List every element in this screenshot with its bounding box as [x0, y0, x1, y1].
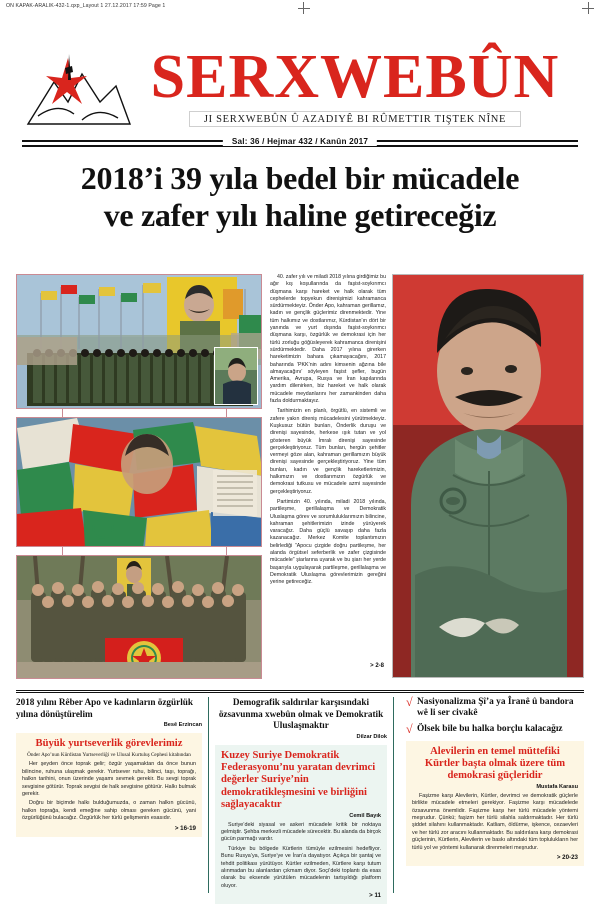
photo-flags-crowd [16, 417, 262, 547]
feature-paragraph: 40. zafer yılı ve miladi 2018 yılına girdiğimiz bu ağır kış koşullarında da faşist-soykırımcı düşmana karşı hareket ve halk olarak tüm cephelerde topyekun direnişimizi kahramanca sürdürmekteyiz. Önder Apo, kahraman gerillamız, kadın ve gençlik güçlerimiz direnmektedir. Yine tüm halkımız ve dostlarımız, Kürdistan’ın dört bir yanında ve yurt dışında faşist-soykırımcı düşmana karşı, özgürlük ve demokrasi için her türlü zorluğu göğüsleyerek kahramanca direnişini sürdürmektedir. Daha 2017 yılına girerken hareketimizin bahara çıkamayacağını, 2017 baharında ‘PKK’nin adını kimsenin ağzına bile almayacağını’ söyleyen faşist şefler, bugün Amerika, Avrupa, Rusya ve İran kapılarında yardım dilenirken, biz hareket ve halk olarak mücadele meydanlarını her zamankinden daha fazla doldurmaktayız. [270, 274, 386, 405]
paper-title: SERXWEBÛN [130, 42, 580, 108]
headline-line-2: ve zafer yılı haline getireceğiz [20, 197, 580, 234]
masthead-tagline: JI SERXWEBÛN Û AZADIYÊ BI RÛMETTIR TIŞTEK NÎNE [189, 111, 521, 127]
divider-line-2 [16, 692, 584, 693]
col3-panel-byline: Mustafa Karasu [412, 784, 578, 790]
feature-paragraph: Partimizin 40. yılında, miladi 2018 yılında, partileşme, gerillalaşma ve Demokratik Uluslaşma görev ve sorumluluklarımızın bilincine, kahraman şehitlerimizin izinde yürüyerek varacağız. Daha güçlü savaşıp daha fazla kazanacağız. Merkez Komite toplantımızın belirlediği “Apocu çizgide doğru partileşme, her alanda örgütsel seferberlik ve zafer çizgisinde mücadele” şiarlarına uyarak ve bu şiarı her yerde başarıyla uygulayarak partileşme, gerillalaşma ve Demokratik Uluslaşma görevlerimizin gereğini yerine getireceğiz. [270, 499, 386, 587]
col1-panel [16, 733, 202, 837]
photo-rally-crowd [16, 274, 262, 409]
col2-jump-reference[interactable]: > 11 [221, 892, 381, 899]
col2-panel-title[interactable]: Kuzey Suriye Demokratik Federasyonu’nu yaratan devrimci değerler Suriye’nin demokratikleşmesini ve birliğini sağlayacaktır [221, 750, 381, 812]
bottom-column-1 [16, 697, 202, 893]
col1-paragraph: Her şeyden önce toprak gelir; özgür yaşamaktan da önce bunun bilincine, ruhuna ulaşmak gerekir. Yurtsever ruhu, bilinci, taşı, toprağı, halkın tarihini, onun üzerinde yaşamı sevmek gerekir. Bu sevgi toprak sevgisine götürür. Toprak sevgisi de halk sevgisine götürür. Halkı bulmak gerekir. [22, 761, 196, 798]
col3-check-item-2[interactable] [406, 724, 584, 735]
col2-panel-byline: Cemil Bayık [221, 813, 381, 819]
col2-panel-body [221, 822, 381, 891]
col2-kicker[interactable]: Demografik saldırılar karşısındaki özsavunma xwebûn olmak ve Demokratik Uluslaşmaktır [215, 697, 387, 732]
col3-panel-title[interactable]: Alevilerin en temel müttefiki Kürtler başta olmak üzere tüm demokrasi güçleridir [412, 746, 578, 783]
divider-line-1 [16, 690, 584, 691]
bottom-column-2 [208, 697, 394, 893]
col2-paragraph: Türkiye bu bölgede Kürtlerin tümüyle ezilmesini hedefliyor. Bunu Rusya’ya, Suriye’ye ve İran’a dayatıyor. Açıkça bir şantaj ve tehdit politikası yürütüyor. Kürtler ezilmeden, Kürtlere karşı tutum alınmadan bu alanlardan çıkmam diyor. Soçi’deki toplantı da esas olarak bu eksende yürütülen mücadelenin tartışıldığı platform oluyor. [221, 846, 381, 890]
headline-line-1: 2018’i 39 yıla bedel bir mücadele [20, 160, 580, 197]
lead-feature [16, 272, 584, 682]
col3-paragraph: Faşizme karşı Alevilerin, Kürtler, devrimci ve demokratik güçlerle birlikte mücadele etmeleri gerekiyor. Faşizme karşı mücadelede özsavunma önemlidir. Faşizme karşı her türlü mücadele yöntemi meşrudur. Çünkü; faşizm her türlü silahla saldırmaktadır. Her türlü şiddet silahını kullanmaktadır. Katliam, öldürme, işkence, cezaevleri ve her türlü zor aracını kullanmaktadır. Bu saldırılara karşı demokrasi güçlerinin, Kürtlerin, Alevilerin ve baskı altındaki tüm toplulukların her türlü yol ve yöntemi kullanarak direnmeleri meşrudur. [412, 793, 578, 852]
collage-connector-lower-right [226, 547, 227, 555]
col3-check-label-1: Nasiyonalizma Şî’a ya Îranê û bandora wê li ser civakê [417, 697, 574, 718]
col1-panel-title[interactable]: Büyük yurtseverlik görevlerimiz [22, 738, 196, 750]
feature-body-text [270, 274, 386, 672]
photo-inset-portrait [214, 347, 258, 405]
check-icon: √ [406, 696, 413, 708]
col3-panel [406, 741, 584, 866]
photo-portrait-main [392, 274, 584, 678]
col3-panel-body [412, 793, 578, 852]
col2-panel [215, 745, 387, 904]
col1-paragraph: Doğru bir biçimde halkı bulduğumuzda, o zaman halkın gücünü, halkın toprağa, kendi emeğine sahip olması gereken gücünü, yani özgürlüğünü bulacağız. Özgürlük her türlü gelişmenin esasıdır. [22, 800, 196, 822]
col3-jump-reference[interactable]: > 20-23 [412, 854, 578, 861]
col2-kicker-byline: Dilzar Dilok [215, 734, 387, 740]
masthead [0, 42, 600, 142]
col1-panel-source: Önder Apo’nun Kürdistan Yurtseverliği ve Ulusal Kurtuluş Cephesi kitabından [22, 752, 196, 758]
bottom-column-3 [400, 697, 584, 893]
print-header: ON KAPAK-ARALIK-432-1.qxp_Layout 1 27.12.2017 17:59 Page 1 [6, 3, 594, 15]
bottom-sections [16, 697, 584, 893]
col1-panel-body [22, 761, 196, 822]
col1-kicker[interactable]: 2018 yılını Rêber Apo ve kadınların özgürlük yılına dönüştürelim [16, 697, 202, 720]
photo-group-with-flag [16, 555, 262, 679]
page-title [20, 160, 580, 234]
mountain-star-logo-icon [24, 50, 134, 132]
col1-jump-reference[interactable]: > 16-19 [22, 825, 196, 832]
issue-line: Sal: 36 / Hejmar 432 / Kanûn 2017 [223, 137, 377, 146]
photo-collage [16, 272, 262, 680]
col3-check-label-2: Ölsek bile bu halka borçlu kalacağız [417, 724, 563, 734]
crop-mark-right-icon [582, 2, 596, 14]
col1-kicker-byline: Besê Erzincan [16, 722, 202, 728]
col3-check-item-1[interactable] [406, 697, 584, 719]
crop-mark-icon [296, 2, 312, 14]
check-icon: √ [406, 723, 413, 735]
section-divider [16, 690, 584, 693]
col2-paragraph: Suriye’deki siyasal ve askeri mücadele kritik bir noktaya gelmiştir. Şehba merkezli mücadele sürecektir. Bu alanda da birçok gücün parmağı vardır. [221, 822, 381, 844]
masthead-title-block [130, 42, 580, 127]
issue-rule [22, 138, 578, 150]
feature-paragraph: Tarihimizin en planlı, örgütlü, en sistemli ve zafere yakın direniş mücadelesini yürütmekteyiz. Kuşkusuz bütün bunları, Önderlik duruşu ve direnişi sayesinde, herkese ışık tutan ve yol gösteren büyük İmralı direnişi sayesinde gerçekleştiriyoruz. Tüm bunları, hergün şehitler vermeyi göze alan, kahraman gerillamızın büyük direnişi sayesinde gerçekleştiriyoruz. Yine tüm bunları, kadın ve gençlik hareketlerimizin, halkımızın ve dostlarımızın özgürlük ve demokrasi tutkusu ve mücadele azmi sayesinde gerçekleştiriyoruz. [270, 408, 386, 496]
feature-jump-reference[interactable]: > 2-8 [370, 663, 384, 670]
collage-connector-lower-left [62, 547, 63, 555]
